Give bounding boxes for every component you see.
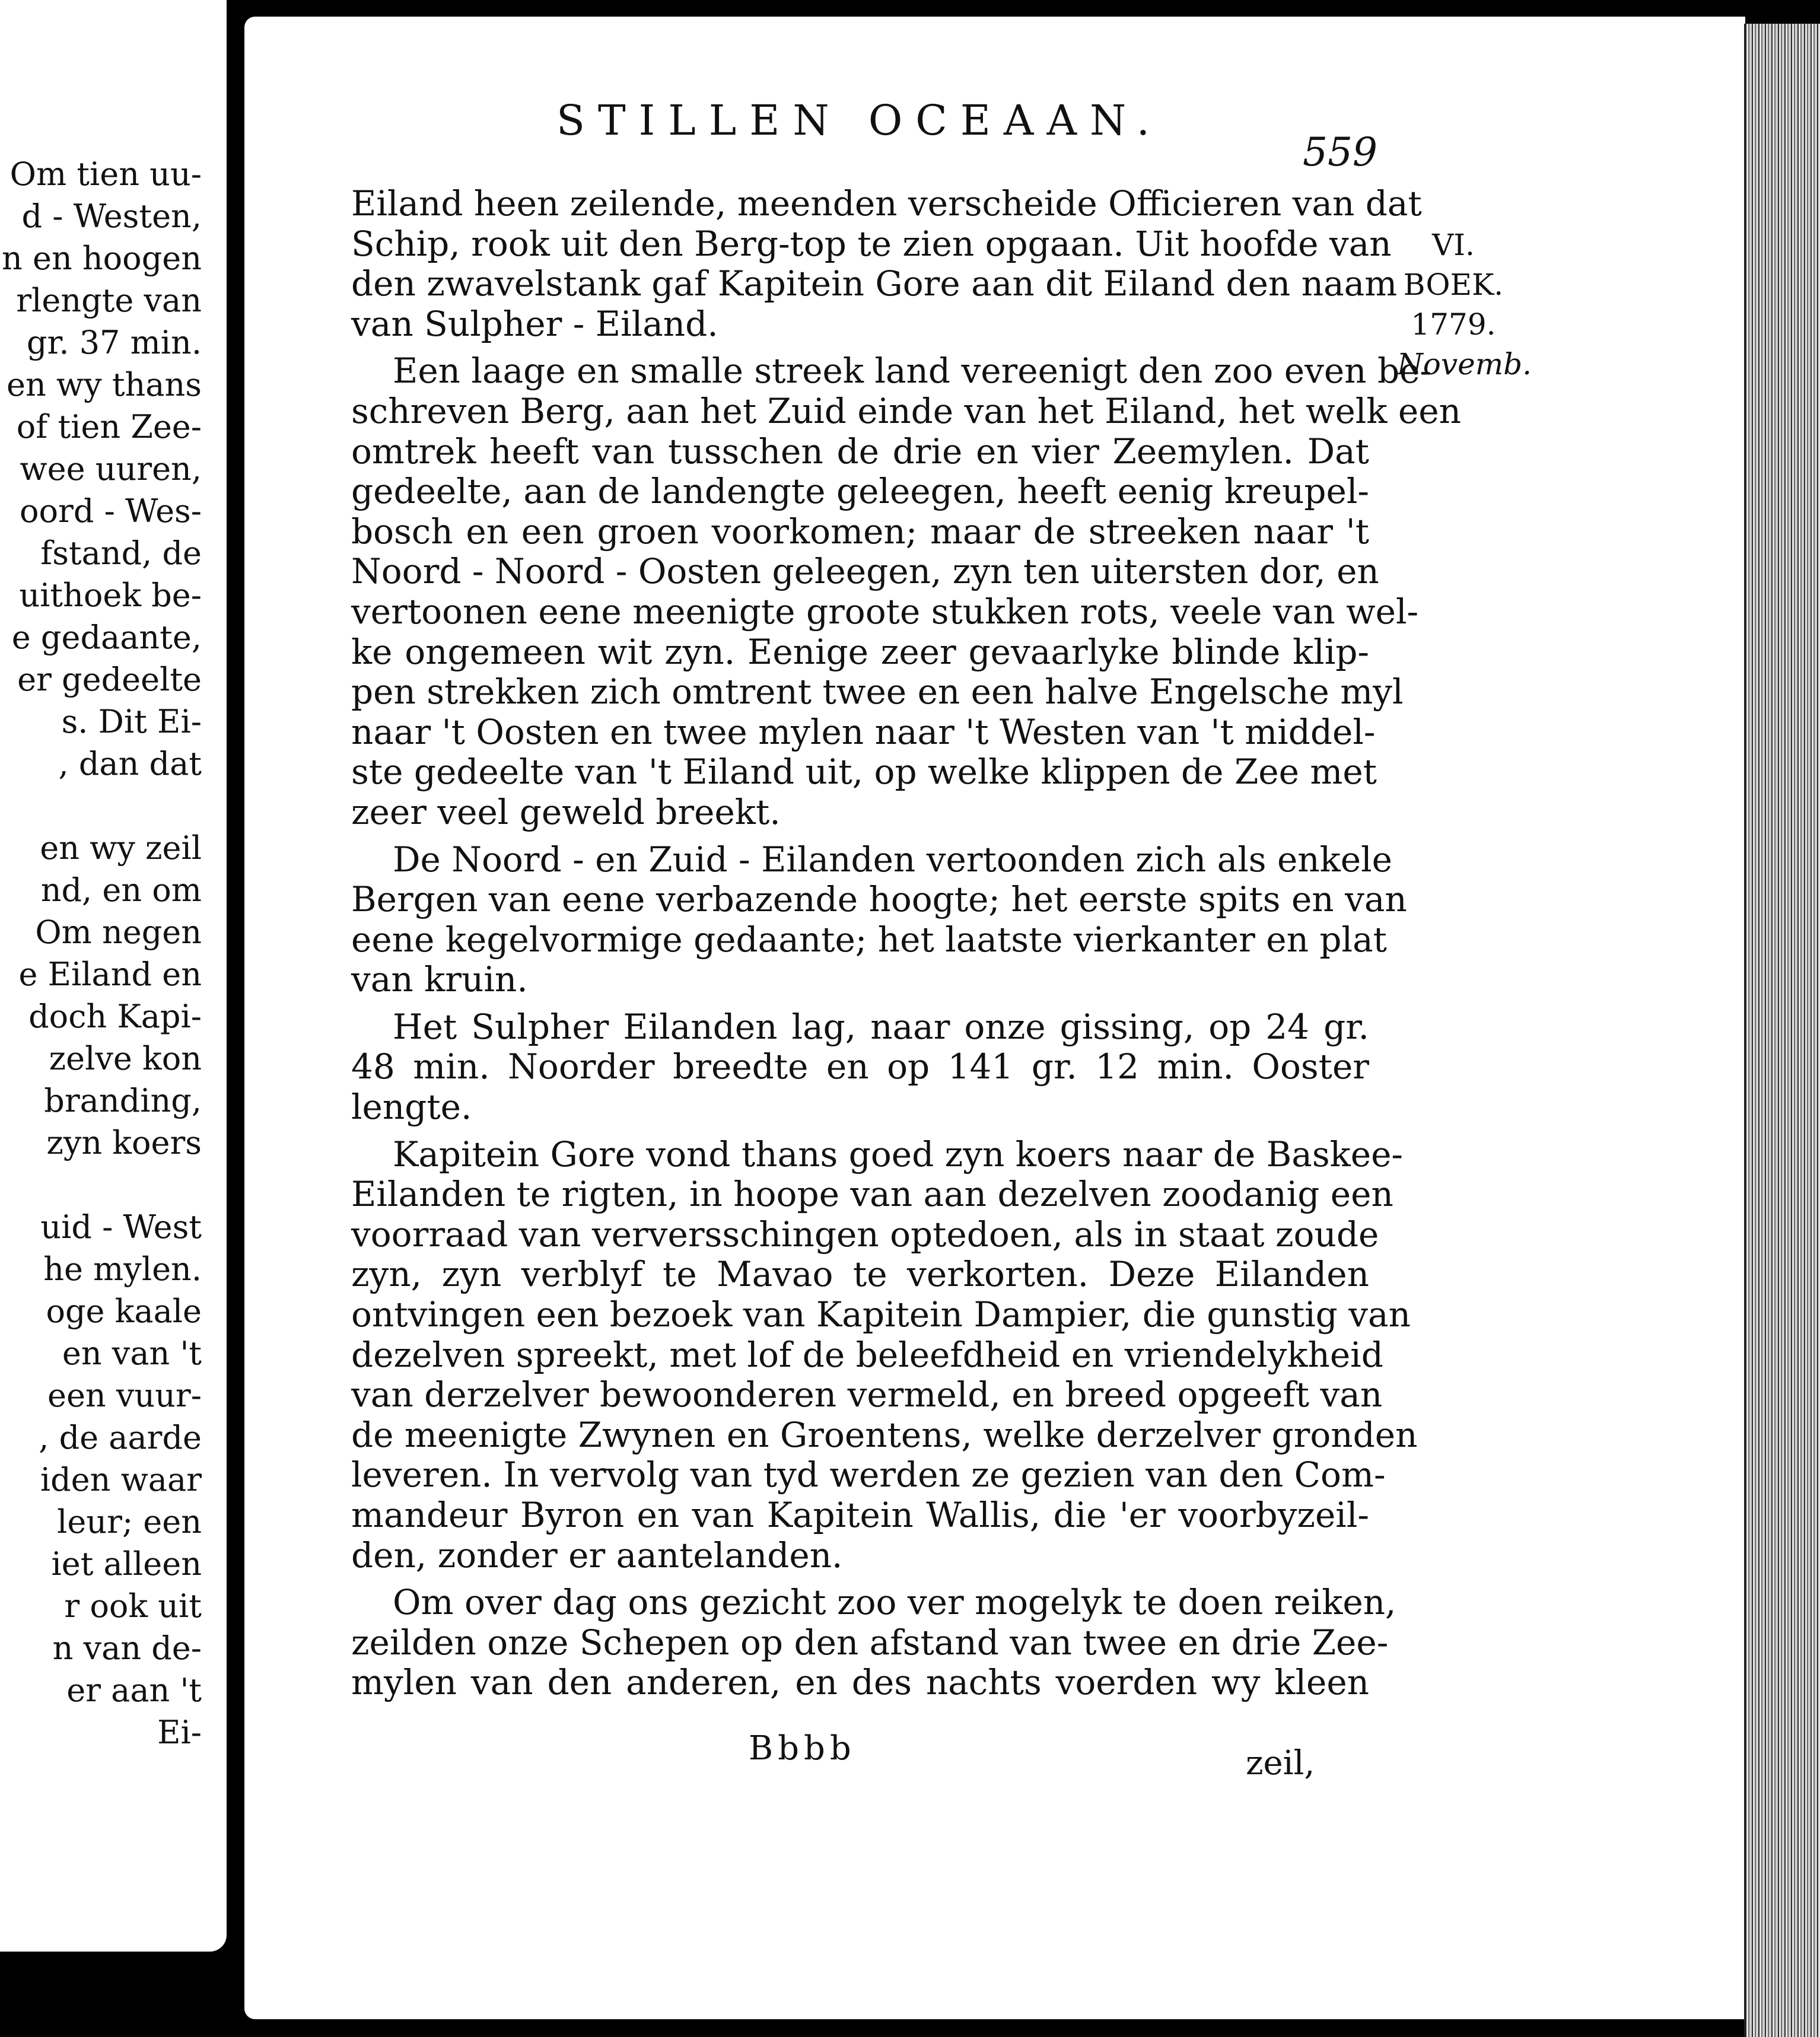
left-page-line: s. Dit Ei- [61, 703, 202, 740]
left-page-line [0, 1164, 202, 1206]
left-page-line: , de aarde [39, 1419, 202, 1456]
text-line: pen strekken zich omtrent twee en een halve Engelsche myl [351, 671, 1404, 712]
text-line: dezelven spreekt, met lof de beleefdheid en vriendelykheid [351, 1334, 1383, 1375]
text-line: van kruin. [351, 959, 528, 1000]
text-line: schreven Berg, aan het Zuid einde van het Eiland, het welk een [351, 390, 1461, 431]
text-line: gedeelte, aan de landengte geleegen, heeft eenig kreupel- [351, 471, 1369, 512]
text-line: Eilanden te rigten, in hoope van aan dezelven zoodanig een [351, 1174, 1393, 1215]
running-head: STILLEN OCEAAN. [556, 96, 1163, 145]
text-line: van derzelver bewoonderen vermeld, en breed opgeeft van [351, 1374, 1383, 1415]
text-line: zeer veel geweld breekt. [351, 791, 781, 832]
margin-part: VI. [1432, 228, 1475, 262]
text-line: mandeur Byron en van Kapitein Wallis, die 'er voorbyzeil- [351, 1495, 1369, 1535]
left-page-line: wee uuren, [20, 450, 202, 488]
left-page-line: er aan 't [66, 1672, 202, 1709]
left-page-line: e Eiland en [18, 956, 202, 993]
text-line: lengte. [351, 1087, 472, 1128]
left-page-line [0, 785, 202, 827]
text-line: den zwavelstank gaf Kapitein Gore aan dit Eiland den naam [351, 263, 1398, 304]
text-line: zeilden onze Schepen op den afstand van twee en drie Zee- [351, 1622, 1389, 1663]
left-page-line: er gedeelte [17, 661, 202, 698]
margin-book: BOEK. [1403, 268, 1504, 302]
left-page-line: een vuur- [47, 1377, 202, 1414]
left-page-line: rlengte van [16, 282, 202, 319]
text-line: bosch en een groen voorkomen; maar de streeken naar 't [351, 511, 1369, 552]
text-line: omtrek heeft van tusschen de drie en vier Zeemylen. Dat [351, 431, 1369, 472]
left-page-line: Om negen [35, 914, 202, 951]
left-page-line: doch Kapi- [28, 998, 202, 1035]
text-line: Om over dag ons gezicht zoo ver mogelyk te doen reiken, [393, 1582, 1396, 1623]
left-page-line: en wy zeil [40, 829, 202, 867]
text-line: de meenigte Zwynen en Groentens, welke derzelver gronden [351, 1414, 1418, 1455]
left-page-line: en wy thans [7, 366, 202, 403]
text-line: Het Sulpher Eilanden lag, naar onze gissing, op 24 gr. [393, 1006, 1369, 1047]
text-line: den, zonder er aantelanden. [351, 1535, 843, 1576]
margin-month: Novemb. [1397, 347, 1532, 381]
left-page-line: en van 't [62, 1335, 202, 1372]
text-line: naar 't Oosten en twee mylen naar 't Westen van 't middel- [351, 711, 1376, 752]
left-page-line: zelve kon [49, 1040, 202, 1077]
left-page-text [0, 153, 202, 1753]
text-line: ste gedeelte van 't Eiland uit, op welke klippen de Zee met [351, 752, 1377, 792]
text-line: voorraad van verversschingen optedoen, als in staat zoude [351, 1214, 1379, 1255]
left-page-line: , dan dat [58, 745, 202, 782]
left-page-line: zyn koers [46, 1124, 202, 1161]
left-page-line: oge kaale [46, 1293, 202, 1330]
left-page-line: nd, en om [40, 871, 202, 909]
signature-mark: Bbbb [749, 1729, 856, 1768]
text-line: Schip, rook uit den Berg-top te zien opgaan. Uit hoofde van [351, 223, 1392, 264]
text-line: Noord - Noord - Oosten geleegen, zyn ten uitersten dor, en [351, 551, 1379, 592]
left-page-line: leur; een [57, 1503, 202, 1541]
text-line: eene kegelvormige gedaante; het laatste vierkanter en plat [351, 919, 1387, 960]
text-line: De Noord - en Zuid - Eilanden vertoonden zich als enkele [393, 839, 1393, 880]
left-page-line: n en hoogen [2, 240, 202, 277]
left-page-line: iet alleen [51, 1545, 202, 1583]
margin-note [1397, 225, 1532, 384]
left-page-line: d - Westen, [21, 198, 202, 235]
left-page-line: gr. 37 min. [26, 324, 202, 361]
text-line: 48 min. Noorder breedte en op 141 gr. 12 min. Ooster [351, 1046, 1369, 1087]
left-page-line: oord - Wes- [20, 492, 202, 530]
left-page-line: n van de- [52, 1629, 202, 1667]
left-page-line: e gedaante, [11, 619, 202, 656]
left-page-line: r ook uit [64, 1587, 202, 1625]
text-line: Kapitein Gore vond thans goed zyn koers naar de Baskee- [393, 1134, 1403, 1175]
left-page-line: of tien Zee- [16, 408, 202, 445]
left-page-line: Ei- [157, 1714, 202, 1751]
page-edge [1744, 24, 1820, 2037]
page-number: 559 [1303, 129, 1377, 175]
text-line: leveren. In vervolg van tyd werden ze gezien van den Com- [351, 1454, 1386, 1495]
paragraph-gap [351, 833, 1369, 840]
catchword: zeil, [1246, 1744, 1315, 1783]
text-line: Bergen van eene verbazende hoogte; het eerste spits en van [351, 879, 1407, 920]
text-line: ke ongemeen wit zyn. Eenige zeer gevaarlyke blinde klip- [351, 631, 1369, 672]
left-page-line: iden waar [40, 1461, 202, 1498]
text-line: mylen van den anderen, en des nachts voerden wy kleen [351, 1662, 1369, 1703]
paragraph-gap [351, 1128, 1369, 1135]
left-page-line: fstand, de [40, 534, 202, 572]
text-line: ontvingen een bezoek van Kapitein Dampier, die gunstig van [351, 1294, 1411, 1335]
left-page-line: uid - West [40, 1208, 202, 1246]
left-page-fragment [0, 0, 227, 1952]
text-line: van Sulpher - Eiland. [351, 303, 718, 344]
margin-year: 1779. [1411, 307, 1496, 342]
left-page-line: uithoek be- [19, 577, 202, 614]
text-line: Eiland heen zeilende, meenden verscheide Officieren van dat [351, 183, 1422, 224]
left-page-line: he mylen. [43, 1250, 202, 1288]
text-line: zyn, zyn verblyf te Mavao te verkorten. Deze Eilanden [351, 1254, 1369, 1295]
text-line: vertoonen eene meenigte groote stukken rots, veele van wel- [351, 591, 1419, 632]
left-page-line: branding, [44, 1082, 202, 1119]
left-page-line: Om tien uu- [9, 155, 202, 193]
text-line: Een laage en smalle streek land vereenigt den zoo even be- [393, 351, 1432, 392]
